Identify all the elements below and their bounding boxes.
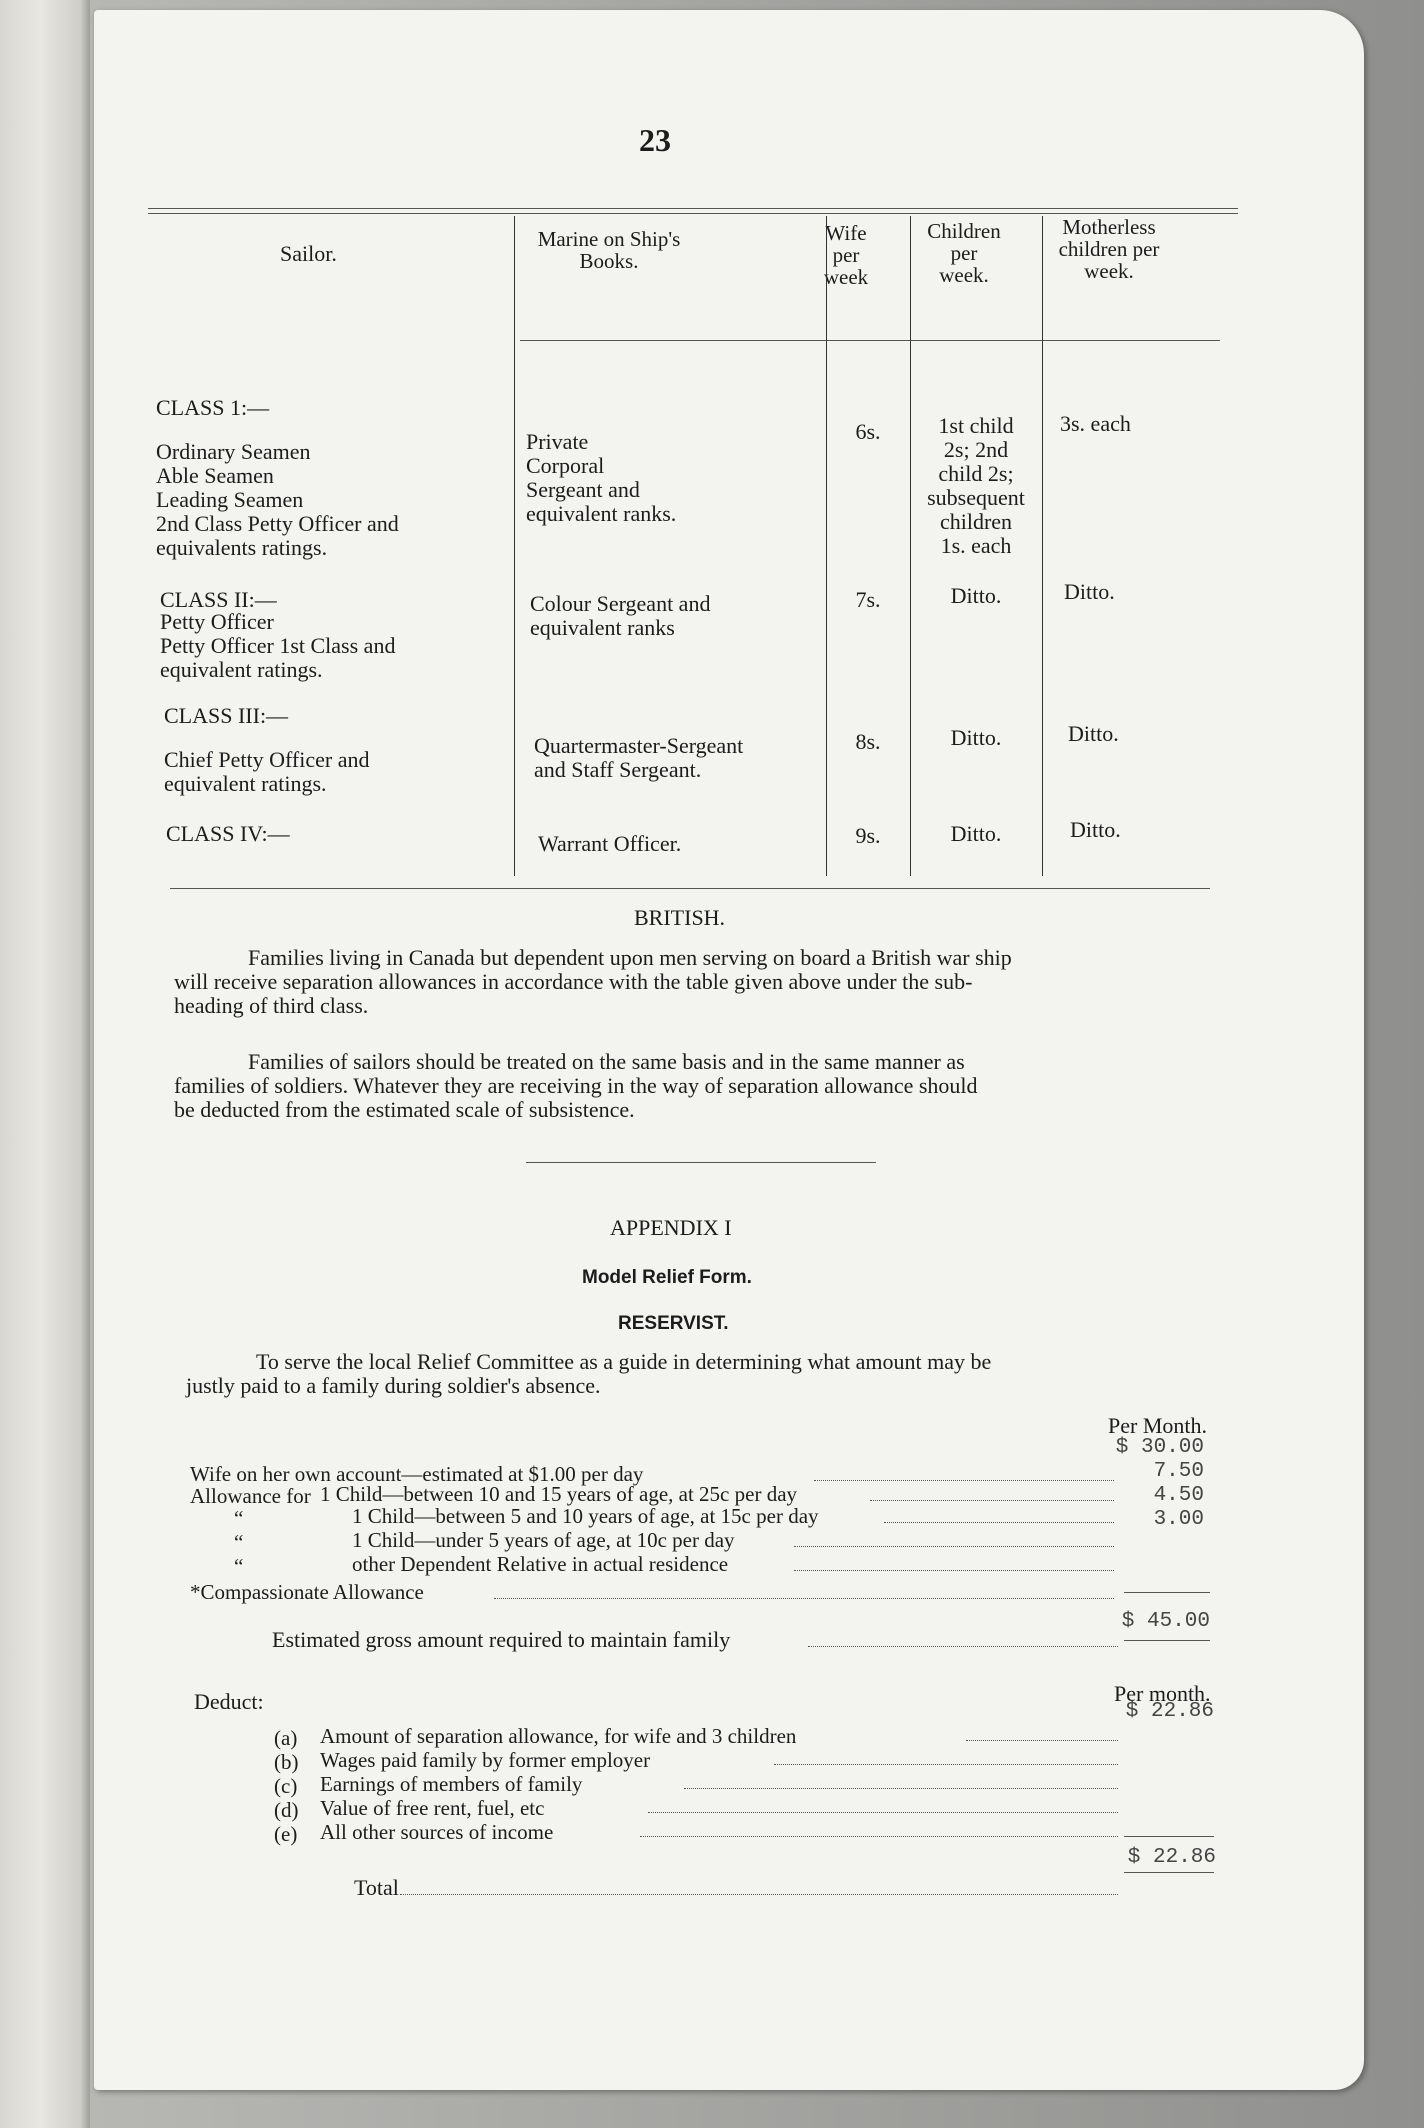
- class4-marine: Warrant Officer.: [538, 831, 682, 856]
- class1-motherless: 3s. each: [1060, 411, 1131, 436]
- class4-wife: 9s.: [855, 823, 881, 848]
- class2-marine: Colour Sergeant and equivalent ranks: [530, 591, 711, 640]
- class2-children: Ditto.: [950, 583, 1002, 608]
- table-bottom-rule: [170, 888, 1210, 889]
- class1-heading: CLASS 1:—: [156, 395, 270, 420]
- appendix-intro: To serve the local Relief Committee as a guide in determining what amount may be justly paid to a family during soldier's absence.: [186, 1349, 992, 1398]
- class2-sailor: Petty Officer Petty Officer 1st Class and equivalent ratings.: [160, 609, 396, 682]
- class4-children: Ditto.: [950, 821, 1002, 846]
- deduct-label: Deduct:: [194, 1689, 264, 1714]
- section-divider: [526, 1162, 876, 1163]
- class3-sailor: Chief Petty Officer and equivalent ratings.: [164, 747, 370, 796]
- column-divider-1: [514, 216, 515, 876]
- top-rule: [148, 208, 1238, 209]
- class2-wife: 7s.: [855, 587, 881, 612]
- class1-sailor: Ordinary Seamen Able Seamen Leading Seamen 2nd Class Petty Officer and equivalents ratings.: [156, 439, 399, 560]
- form-title: Model Relief Form.: [582, 1267, 752, 1288]
- class3-motherless: Ditto.: [1068, 721, 1119, 746]
- appendix-title: APPENDIX I: [610, 1215, 732, 1240]
- total-amount: $ 22.86: [1127, 1846, 1216, 1869]
- header-children: Children per week.: [927, 219, 1001, 287]
- header-bottom-rule: [520, 340, 1220, 341]
- class3-marine: Quartermaster-Sergeant and Staff Sergeant.: [534, 733, 744, 782]
- facing-page-edge: [0, 0, 90, 2128]
- class1-marine: Private Corporal Sergeant and equivalent ranks.: [526, 429, 677, 526]
- total-top-rule: [1124, 1836, 1214, 1837]
- class1-wife: 6s.: [855, 419, 881, 444]
- class2-heading: CLASS II:—: [160, 587, 277, 612]
- gross-leader: [808, 1646, 1118, 1647]
- per-month-label-2: Per month.: [1114, 1681, 1211, 1706]
- british-paragraph-2: Families of sailors should be treated on the same basis and in the same manner as families of soldiers. Whatever they are receiving in the way of separation allowance should be deducted from the estimated scale of subsistence.: [174, 1049, 978, 1122]
- gross-amount: $ 45.00: [1121, 1610, 1210, 1633]
- top-rule-2: [148, 213, 1238, 214]
- class2-motherless: Ditto.: [1064, 579, 1115, 604]
- column-divider-2: [826, 216, 827, 876]
- header-sailor: Sailor.: [280, 241, 337, 266]
- class3-wife: 8s.: [855, 729, 881, 754]
- total-bottom-rule: [1124, 1872, 1214, 1873]
- british-heading: BRITISH.: [634, 905, 726, 930]
- column-divider-4: [1042, 216, 1043, 876]
- form-subtitle: RESERVIST.: [618, 1313, 729, 1334]
- gross-rule: [1124, 1640, 1210, 1641]
- page-number: 23: [639, 122, 671, 158]
- class4-motherless: Ditto.: [1070, 817, 1121, 842]
- document-page: 23 Sailor. Marine on Ship's Books. Wife per week Children per week. Motherless children per week. CLASS 1:— Ordinary Seamen Able Seamen Leading Seamen 2nd Class Petty Officer and equivalents ratings. Private Corporal Sergeant and equivalent ranks. 6s. 1st child 2s; 2nd child 2s; subsequent children 1s. each 3s. each CLASS II:— Petty Officer Petty Officer 1st Class and equivalent ratings. Colour Sergeant and equivalent ranks 7s. Ditto. Ditto. CLASS III:— Chief Petty Officer and equivalent ratings. Quartermaster-Sergeant and Staff Sergeant. 8s. Ditto. Ditto. CLASS IV:— Warrant Officer. 9s. Ditto. Ditto. BRITISH. Families living in Canada but dependent upon men serving on board a British war ship will receive separation allowances in accordance with the table given above under the sub- heading of third class. Families of sailors should be treated on the same basis and in the same manner as families of soldiers. Whatever they are receiving in the way of separation allowance should be deducted from the estimated scale of subsistence. APPENDIX I Model Relief Form. RESERVIST. To serve the local Relief Committee as a guide in determining what amount may be justly paid to a family during soldier's absence. Per Month. Wife on her own account—estimated at $1.00 per day $ 30.00 Allowance for 1 Child—between 10 and 15 years of age, at 25c per day 7.50 “ 1 Child—between 5 and 10 years of age, at 15c per day 4.50 “ 1 Child—under 5 years of age, at 10c per day 3.00 “ other Dependent Relative in actual residence *Compassionate Allowance Estimated gross amount required to maintain family $ 45.00 Deduct: Per month. (a) Amount of separation allowance, for wife and 3 children $ 22.86 (b) Wages paid family by former employer (c) Earnings of members of family (d) Value of free rent, fuel, etc (e) All other sources of income Total $ 22.86: [94, 10, 1364, 2090]
- header-motherless: Motherless children per week.: [1058, 215, 1160, 283]
- header-marine: Marine on Ship's Books.: [537, 227, 681, 273]
- british-paragraph-1: Families living in Canada but dependent upon men serving on board a British war ship will receive separation allowances in accordance with the table given above under the sub- heading of third class.: [174, 945, 1012, 1018]
- class1-children: 1st child 2s; 2nd child 2s; subsequent children 1s. each: [927, 413, 1025, 558]
- gross-label: Estimated gross amount required to maintain family: [272, 1627, 731, 1652]
- class3-children: Ditto.: [950, 725, 1002, 750]
- total-leader: [400, 1894, 1118, 1895]
- subtotal-rule: [1124, 1592, 1210, 1593]
- per-month-label: Per Month.: [1108, 1413, 1207, 1438]
- class3-heading: CLASS III:—: [164, 703, 289, 728]
- total-label: Total: [354, 1875, 399, 1900]
- class4-heading: CLASS IV:—: [166, 821, 290, 846]
- header-wife: Wife per week: [823, 221, 869, 289]
